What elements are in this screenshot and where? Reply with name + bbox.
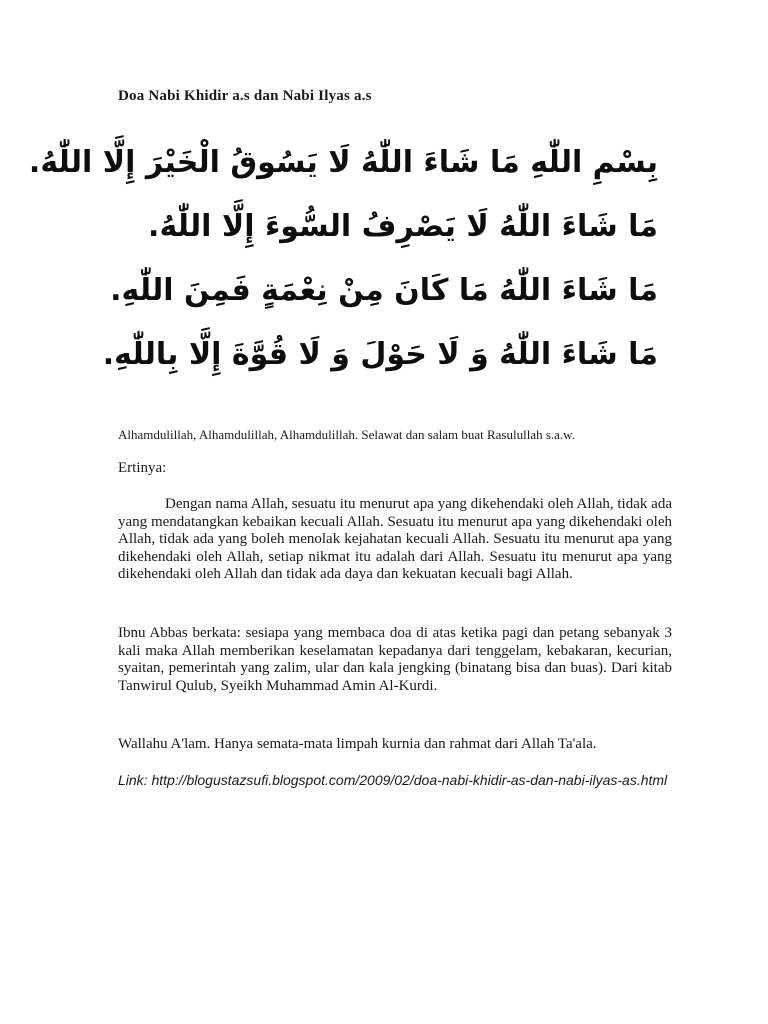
arabic-prayer-text xyxy=(28,134,658,392)
closing-paragraph: Wallahu A'lam. Hanya semata-mata limpah kurnia dan rahmat dari Allah Ta'ala. xyxy=(118,736,597,752)
document-title: Doa Nabi Khidir a.s dan Nabi Ilyas a.s xyxy=(118,88,372,104)
source-link[interactable]: Link: http://blogustazsufi.blogspot.com/2009/02/doa-nabi-khidir-as-dan-nabi-ilyas-as.html xyxy=(118,772,668,788)
praise-caption: Alhamdulillah, Alhamdulillah, Alhamdulillah. Selawat dan salam buat Rasulullah s.a.w. xyxy=(118,427,575,442)
arabic-line-4: مَا شَاءَ اللّٰهُ وَ لَا حَوْلَ وَ لَا قُوَّةَ إِلَّا بِاللّٰهِ. xyxy=(102,337,658,372)
arabic-line-2: مَا شَاءَ اللّٰهُ لَا يَصْرِفُ السُّوءَ إِلَّا اللّٰهُ. xyxy=(148,209,658,244)
arabic-line-3: مَا شَاءَ اللّٰهُ مَا كَانَ مِنْ نِعْمَةٍ فَمِنَ اللّٰهِ. xyxy=(110,273,658,308)
arabic-line-1: بِسْمِ اللّٰهِ مَا شَاءَ اللّٰهُ لَا يَسُوقُ الْخَيْرَ إِلَّا اللّٰهُ. xyxy=(28,145,658,180)
ibnu-abbas-paragraph: Ibnu Abbas berkata: sesiapa yang membaca doa di atas ketika pagi dan petang sebanyak 3 kali maka Allah memberikan keselamatan kepadanya dari tenggelam, kebakaran, kecurian, syaitan, pemerintah yang zalim, ular dan kala jengking (binatang bisa dan buas). Dari kitab Tanwirul Qulub, Syeikh Muhammad Amin Al-Kurdi. xyxy=(118,625,672,694)
translation-paragraph: Dengan nama Allah, sesuatu itu menurut apa yang dikehendaki oleh Allah, tidak ada yang mendatangkan kebaikan kecuali Allah. Sesuatu itu menurut apa yang dikehendaki oleh Allah, tidak ada yang boleh menolak kejahatan kecuali Allah. Sesuatu itu menurut apa yang dikehendaki oleh Allah, setiap nikmat itu adalah dari Allah. Sesuatu itu menurut apa yang dikehendaki oleh Allah dan tidak ada daya dan kekuatan kecuali bagi Allah. xyxy=(118,496,672,582)
ertinya-label: Ertinya: xyxy=(118,460,167,476)
